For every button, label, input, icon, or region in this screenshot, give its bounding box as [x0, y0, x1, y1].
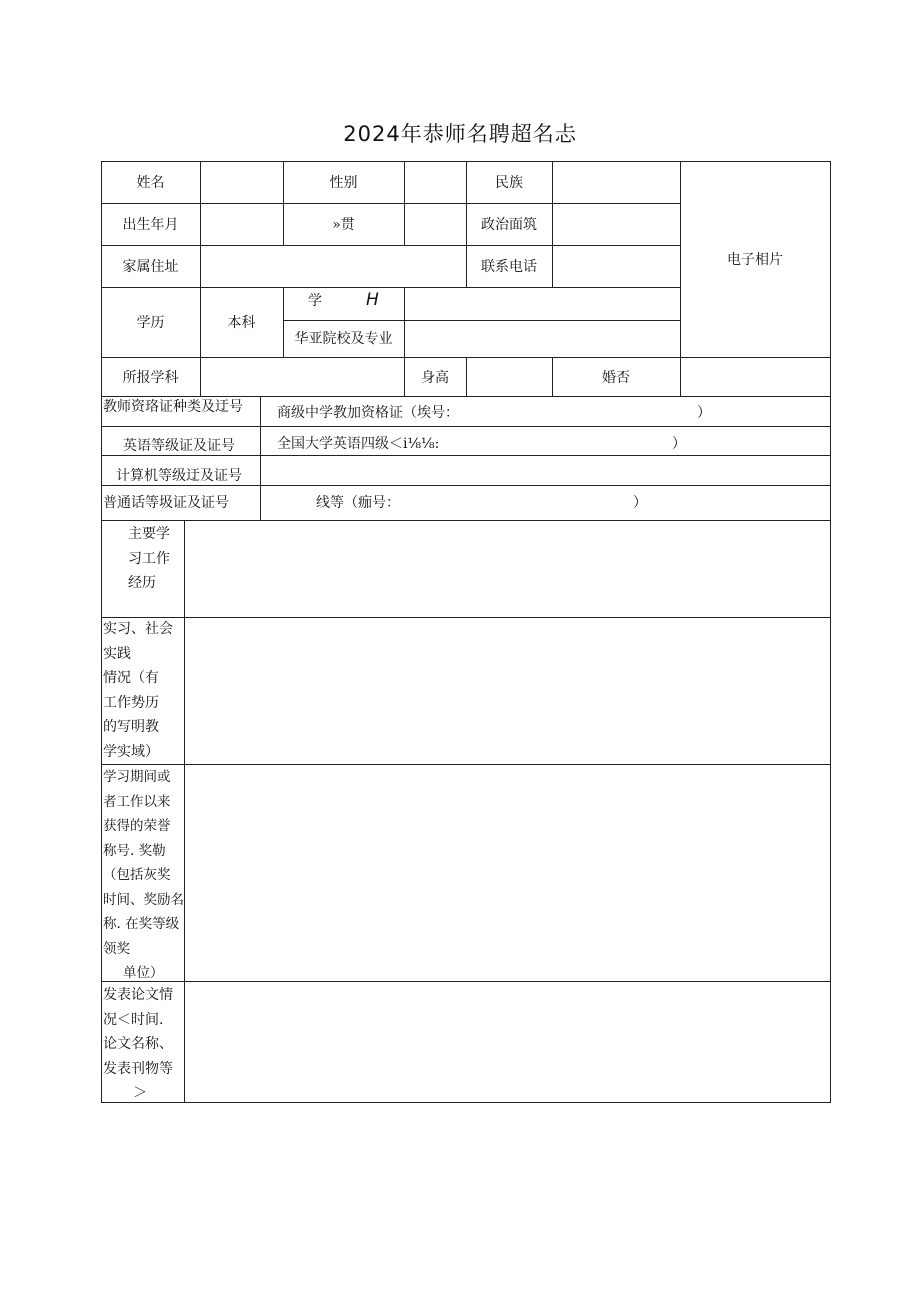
native-place-label: »贯: [332, 217, 355, 233]
english-cert-close: ）: [672, 436, 686, 452]
ethnic-label: 民族: [495, 175, 523, 191]
height-label: 身高: [421, 370, 449, 386]
mandarin-cert-label: 普通话等圾证及证号: [103, 495, 229, 511]
honors-label: 学习期间或 者工作以来 获得的荣誉 称号. 奖勒 （包括灰奖 时间、奖励名 称. 在奖等级 领奖 单位）: [103, 769, 184, 981]
education-label: 学历: [136, 315, 165, 331]
phone-label: 联系电话: [481, 259, 537, 275]
teacher-cert-close: ）: [697, 405, 711, 421]
photo-placeholder: 电子相片: [727, 252, 783, 268]
address-label: 家属住址: [122, 259, 179, 275]
english-cert-label: 英语等级证及证号: [123, 438, 235, 454]
mandarin-cert-close: ）: [633, 495, 647, 511]
name-label: 姓名: [136, 175, 165, 191]
degree-label-suffix: H: [366, 290, 379, 310]
marital-label: 婚否: [602, 370, 630, 386]
teacher-cert-label: 教师资珞证种类及迂号: [103, 399, 243, 415]
experience-label: 主要学 习工作 经历: [128, 526, 170, 591]
education-value: 本科: [227, 315, 256, 331]
school-major-label: 华亚院校及专业: [294, 331, 393, 347]
mandarin-cert-value: 线等（痂号：: [316, 495, 400, 511]
subject-label: 所报学科: [122, 370, 179, 386]
teacher-cert-value: 商级中学教加资格证（埃号：: [277, 405, 459, 421]
birth-label: 出生年月: [122, 217, 179, 233]
gender-label: 性别: [329, 175, 358, 191]
political-label: 政治面筑: [481, 217, 537, 233]
page-title: 2024年恭师名聘超名忐: [343, 122, 577, 146]
papers-label: 发表论文情 况＜时间. 论文名称、 发表刊物等 ＞: [103, 987, 173, 1101]
english-cert-value: 全国大学英语四级＜i⅛⅛:: [277, 436, 440, 452]
practice-label: 实习、社会 实践 情况（有 工作势历 的写明教 学实域）: [103, 621, 173, 760]
computer-cert-label: 计算机等级迂及证号: [116, 468, 242, 484]
degree-label: 学: [308, 293, 322, 309]
